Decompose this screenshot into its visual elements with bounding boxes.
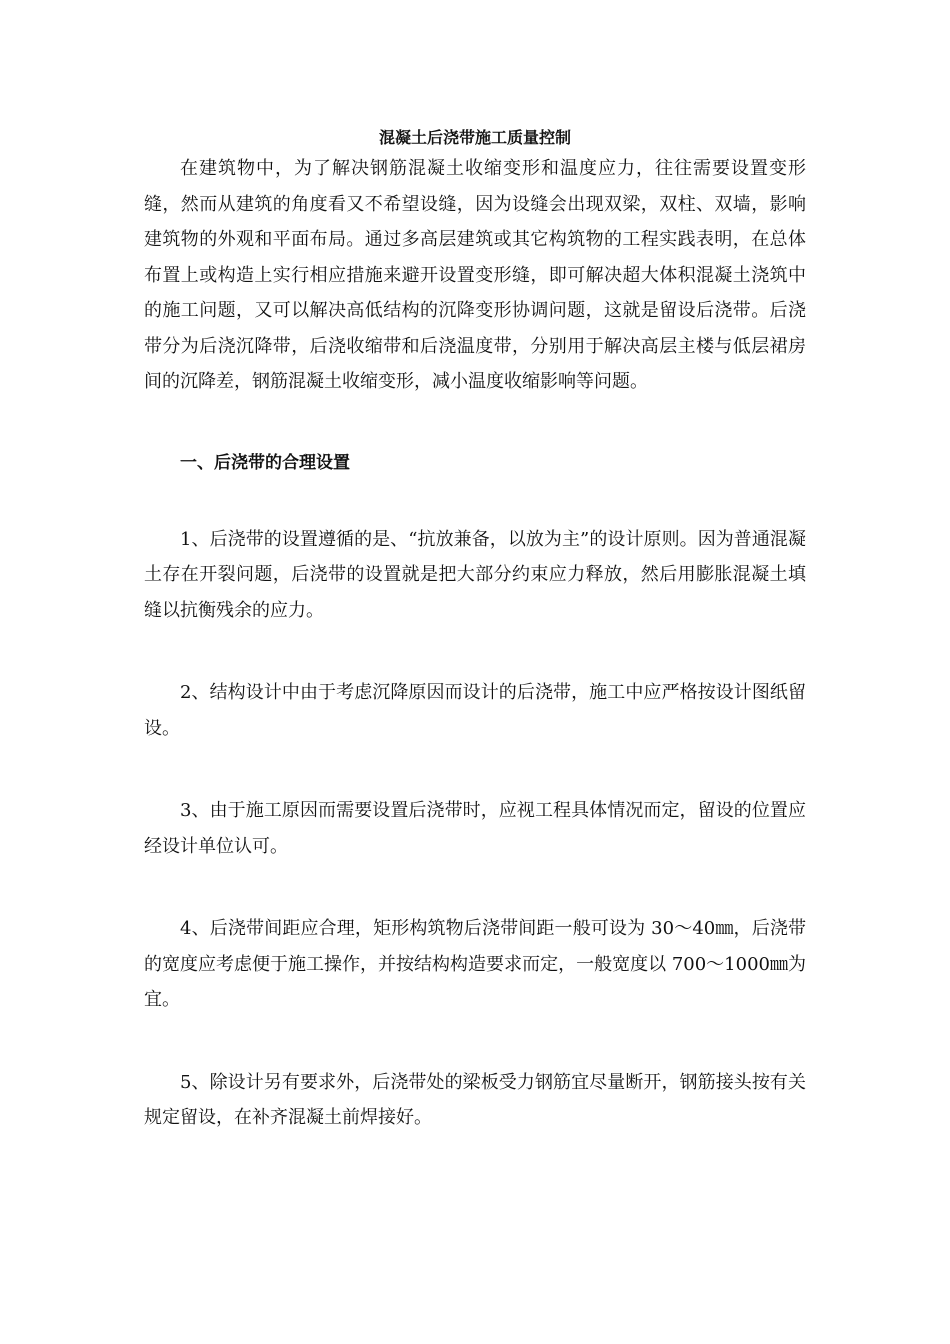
document-body: [144, 125, 806, 1136]
section-heading: 一、后浇带的合理设置: [180, 452, 350, 473]
spacer: [144, 400, 806, 450]
list-item: 2、结构设计中由于考虑沉降原因而设计的后浇带，施工中应严格按设计图纸留设。: [144, 682, 806, 739]
list-item: 4、后浇带间距应合理，矩形构筑物后浇带间距一般可设为 30～40㎜，后浇带的宽度应考虑便于施工操作，并按结构构造要求而定，一般宽度以 700～1000㎜为宜。: [144, 918, 806, 1010]
spacer: [144, 746, 806, 793]
spacer: [144, 864, 806, 911]
document-title: 混凝土后浇带施工质量控制: [378, 128, 571, 147]
intro-paragraph: 在建筑物中，为了解决钢筋混凝土收缩变形和温度应力，往往需要设置变形缝，然而从建筑的角度看又不希望设缝，因为设缝会出现双梁，双柱、双墙，影响建筑物的外观和平面布局。通过多高层建筑或其它构筑物的工程实践表明，在总体布置上或构造上实行相应措施来避开设置变形缝，即可解决超大体积混凝土浇筑中的施工问题，又可以解决高低结构的沉降变形协调问题，这就是留设后浇带。后浇带分为后浇沉降带，后浇收缩带和后浇温度带，分别用于解决高层主楼与低层裙房间的沉降差，钢筋混凝土收缩变形，减小温度收缩影响等问题。: [144, 158, 806, 392]
list-item: 3、由于施工原因而需要设置后浇带时，应视工程具体情况而定，留设的位置应经设计单位认可。: [144, 800, 806, 857]
spacer: [144, 476, 806, 522]
list-item: 5、除设计另有要求外，后浇带处的梁板受力钢筋宜尽量断开，钢筋接头按有关规定留设，在补齐混凝土前焊接好。: [144, 1071, 806, 1128]
list-item: 1、后浇带的设置遵循的是、“抗放兼备，以放为主”的设计原则。因为普通混凝土存在开裂问题，后浇带的设置就是把大部分约束应力释放，然后用膨胀混凝土填缝以抗衡残余的应力。: [144, 528, 806, 621]
spacer: [144, 628, 806, 675]
spacer: [144, 1018, 806, 1065]
